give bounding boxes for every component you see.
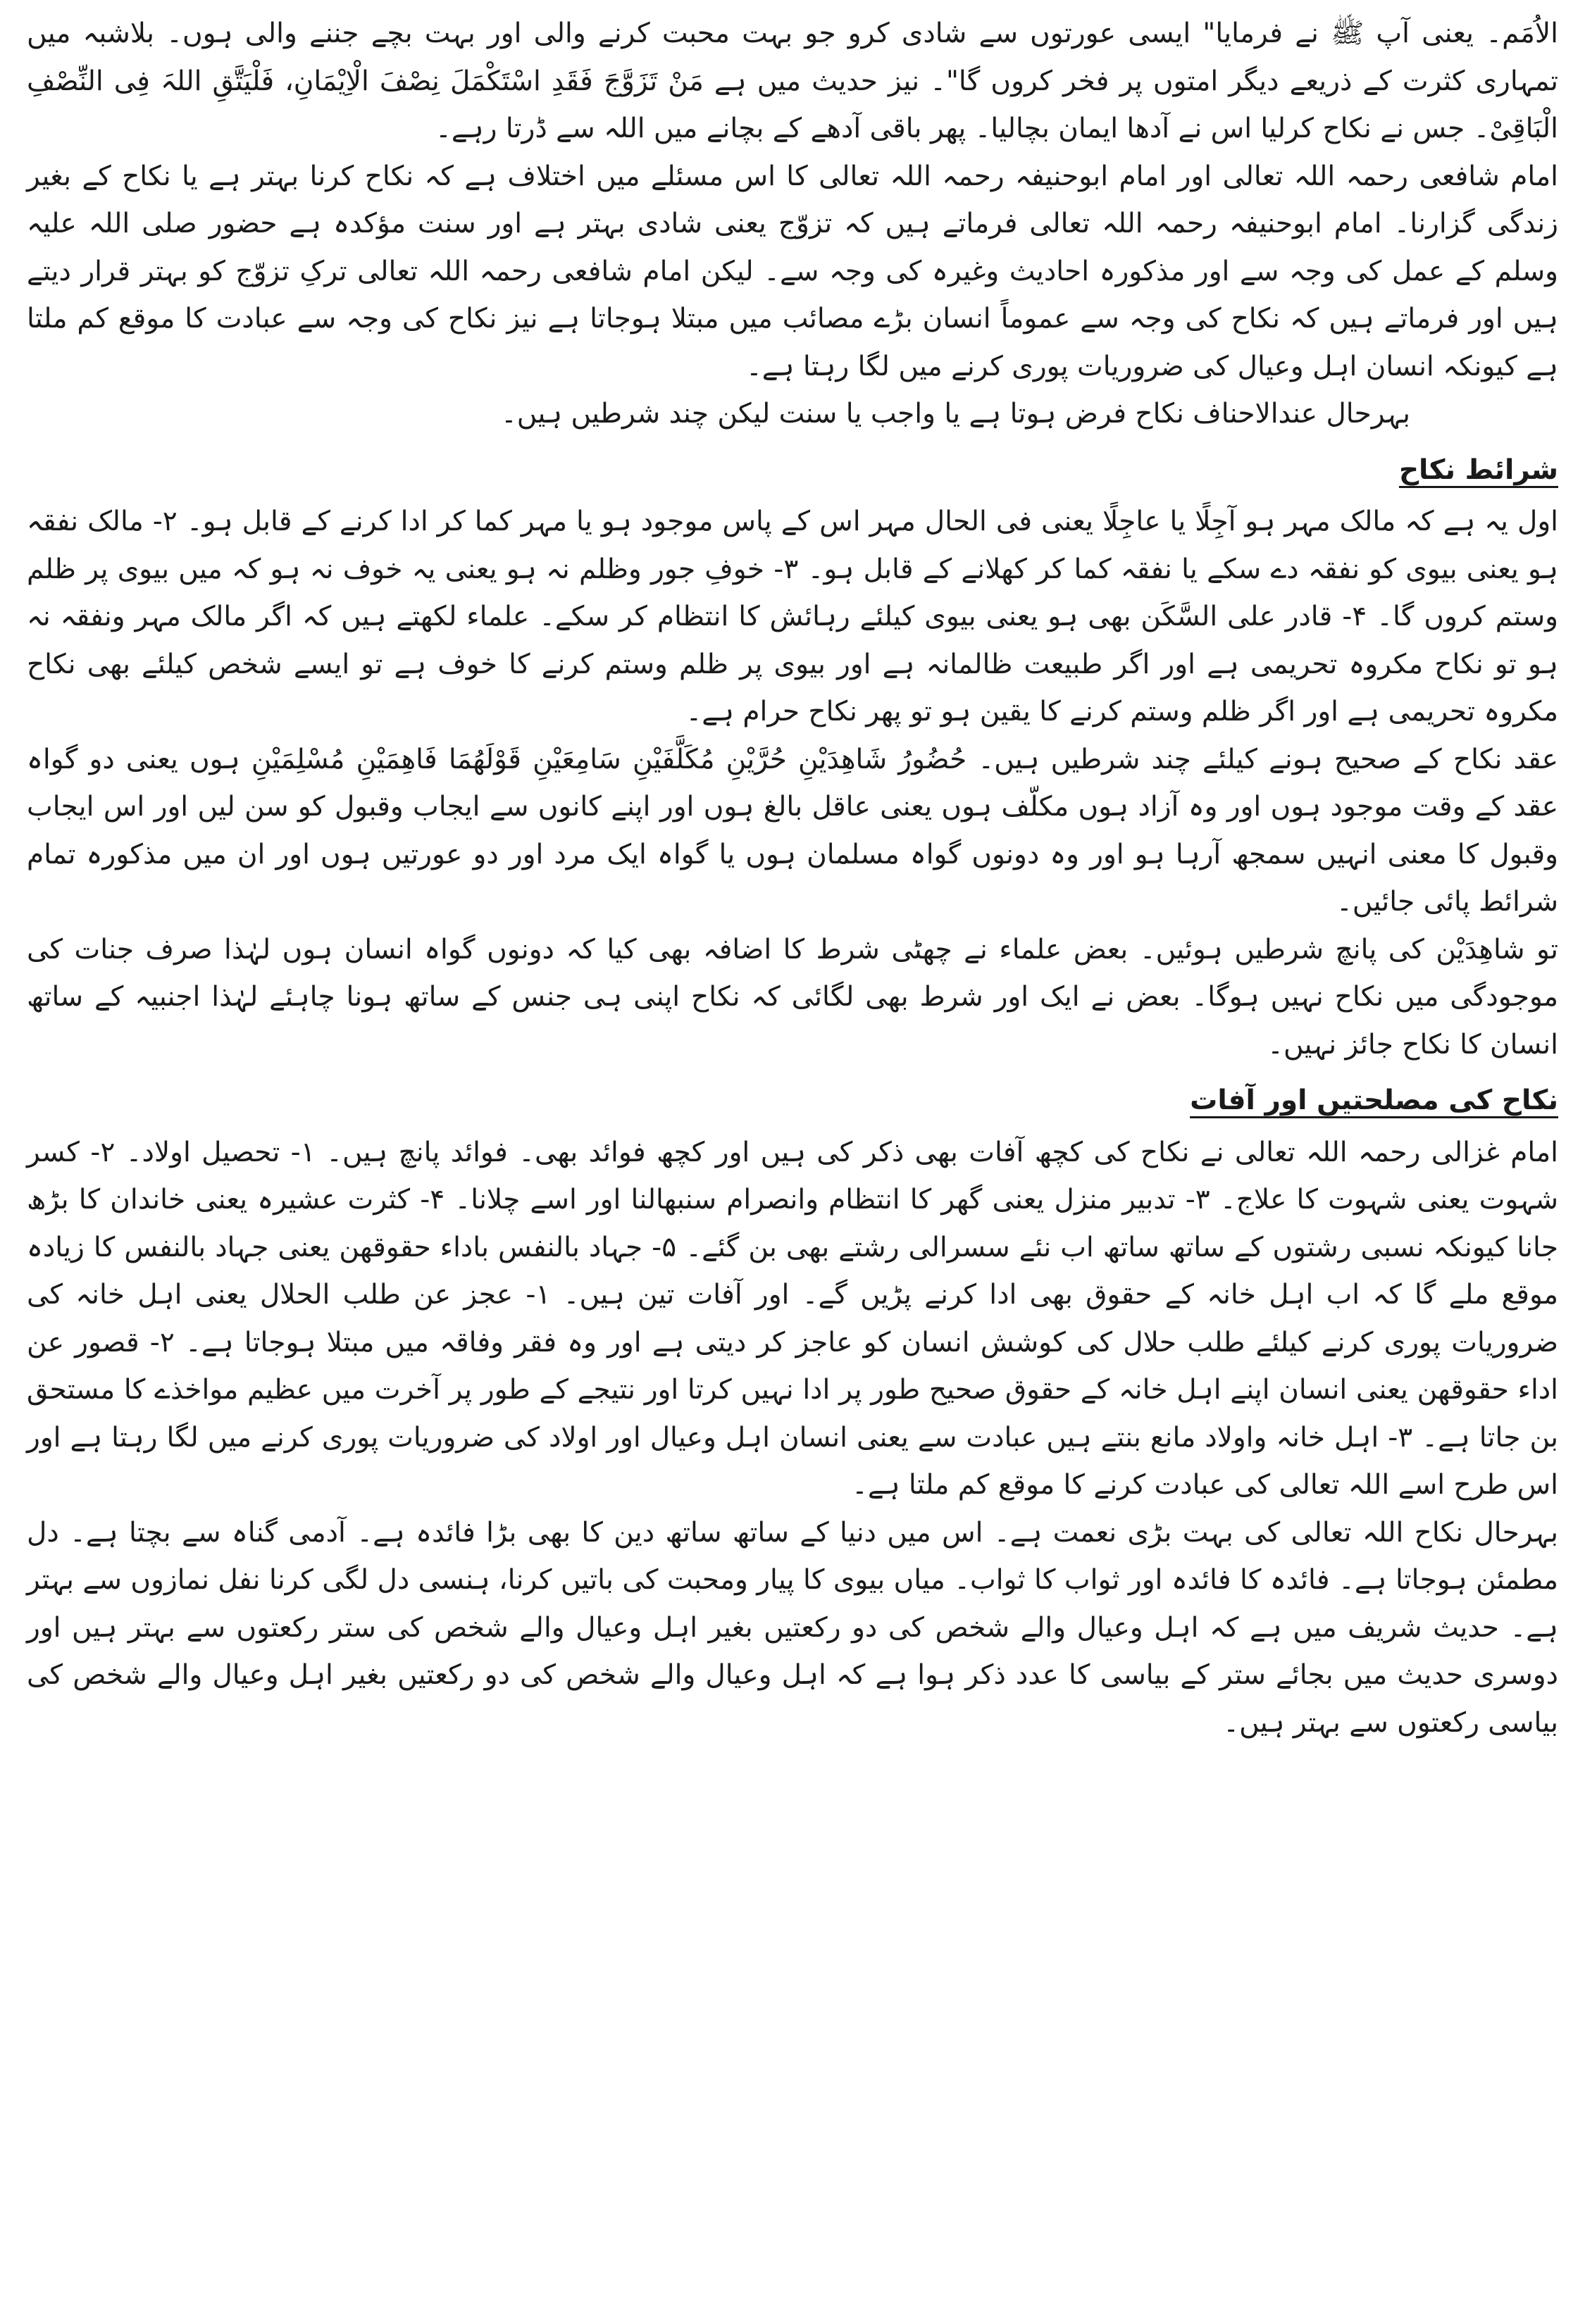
paragraph-hanafi-ruling: بہرحال عندالاحناف نکاح فرض ہوتا ہے یا واجب یا سنت لیکن چند شرطیں ہیں۔	[500, 398, 1410, 430]
section-heading-benefits-harms: نکاح کی مصلحتیں اور آفات	[1190, 1085, 1558, 1116]
paragraph-sixth-condition: تو شاهِدَیْن کی پانچ شرطیں ہوئیں۔ بعض علماء نے چھٹی شرط کا اضافہ بھی کیا کہ دونوں گواہ انسان ہوں لہٰذا صرف جنات کی موجودگی میں نکاح نہیں ہوگا۔ بعض نے ایک اور شرط بھی لگائی کہ نکاح اپنی ہی جنس کے ساتھ ہونا چاہئے لہٰذا اجنبیہ کے ساتھ انسان کا نکاح جائز نہیں۔	[27, 933, 1558, 1061]
paragraph-hadith: الاُمَم۔ یعنی آپ ﷺ نے فرمایا" ایسی عورتوں سے شادی کرو جو بہت محبت کرنے والی اور بہت بچے جننے والی ہوں۔ بلاشبہ میں تمہاری کثرت کے ذریعے دیگر امتوں پر فخر کروں گا"۔ نیز حدیث میں ہے مَنْ تَزَوَّجَ فَقَدِ اسْتَکْمَلَ نِصْفَ الْاِیْمَانِ، فَلْیَتَّقِ اللہَ فِی النِّصْفِ الْبَاقِیْ۔ جس نے نکاح کرلیا اس نے آدھا ایمان بچالیا۔ پھر باقی آدھے کے بچانے میں اللہ سے ڈرتا رہے۔	[27, 18, 1558, 144]
paragraph-witness-conditions: عقد نکاح کے صحیح ہونے کیلئے چند شرطیں ہیں۔ حُضُورُ شَاهِدَیْنِ حُرَّیْنِ مُکَلَّفَیْنِ سَامِعَیْنِ قَوْلَهُمَا فَاهِمَیْنِ مُسْلِمَیْنِ ہوں یعنی دو گواہ عقد کے وقت موجود ہوں اور وہ آزاد ہوں مکلّف ہوں یعنی عاقل بالغ ہوں اور اپنے کانوں سے ایجاب وقبول کو سن لیں اور اس ایجاب وقبول کا معنی انہیں سمجھ آرہا ہو اور وہ دونوں گواہ مسلمان ہوں یا گواہ ایک مرد اور دو عورتیں ہوں اور ان میں مذکورہ تمام شرائط پائی جائیں۔	[27, 743, 1558, 918]
paragraph-conditions: اول یہ ہے کہ مالک مہر ہو آجِلًا یا عاجِلًا یعنی فی الحال مہر اس کے پاس موجود ہو یا مہر کما کر ادا کرنے کے قابل ہو۔ ۲- مالک نفقہ ہو یعنی بیوی کو نفقہ دے سکے یا نفقہ کما کر کھلانے کے قابل ہو۔ ۳- خوفِ جور وظلم نہ ہو یعنی یہ خوف نہ ہو کہ میں بیوی پر ظلم وستم کروں گا۔ ۴- قادر علی السَّکَن بھی ہو یعنی بیوی کیلئے رہائش کا انتظام کر سکے۔ علماء لکھتے ہیں کہ اگر مالک مہر ونفقہ نہ ہو تو نکاح مکروہ تحریمی ہے اور اگر طبیعت ظالمانہ ہے اور بیوی پر ظلم وستم کرنے کا خوف ہے تو ایسے شخص کیلئے بھی نکاح مکروہ تحریمی ہے اور اگر ظلم وستم کرنے کا یقین ہو تو پھر نکاح حرام ہے۔	[27, 506, 1558, 727]
section-heading-conditions: شرائط نکاح	[1398, 454, 1558, 486]
paragraph-conclusion: بہرحال نکاح اللہ تعالی کی بہت بڑی نعمت ہے۔ اس میں دنیا کے ساتھ ساتھ دین کا بھی بڑا فائدہ ہے۔ آدمی گناہ سے بچتا ہے۔ دل مطمئن ہوجاتا ہے۔ فائدہ کا فائدہ اور ثواب کا ثواب۔ میاں بیوی کا پیار ومحبت کی باتیں کرنا، ہنسی دل لگی کرنا نفل نمازوں سے بہتر ہے۔ حدیث شریف میں ہے کہ اہل وعیال والے شخص کی دو رکعتیں بغیر اہل وعیال والے شخص کی ستر رکعتوں سے بہتر ہیں اور دوسری حدیث میں بجائے ستر کے بیاسی کا عدد ذکر ہوا ہے کہ اہل وعیال والے شخص کی دو رکعتیں بغیر اہل وعیال والے شخص کی بیاسی رکعتوں سے بہتر ہیں۔	[27, 1516, 1558, 1739]
paragraph-ghazali: امام غزالی رحمہ اللہ تعالی نے نکاح کی کچھ آفات بھی ذکر کی ہیں اور کچھ فوائد بھی۔ فوائد پانچ ہیں۔ ۱- تحصیل اولاد۔ ۲- کسر شہوت یعنی شہوت کا علاج۔ ۳- تدبیر منزل یعنی گھر کا انتظام وانصرام سنبھالنا اور اسے چلانا۔ ۴- کثرت عشیرہ یعنی خاندان کا بڑھ جانا کیونکہ نسبی رشتوں کے ساتھ ساتھ اب نئے سسرالی رشتے بھی بن گئے۔ ۵- جہاد بالنفس باداء حقوقهن یعنی جہاد بالنفس کا زیادہ موقع ملے گا کہ اب اہل خانہ کے حقوق بھی ادا کرنے پڑیں گے۔ اور آفات تین ہیں۔ ۱- عجز عن طلب الحلال یعنی اہل خانہ کی ضروریات پوری کرنے کیلئے طلب حلال کی کوشش انسان کو عاجز کر دیتی ہے اور وہ فقر وفاقہ میں مبتلا ہوجاتا ہے۔ ۲- قصور عن اداء حقوقهن یعنی انسان اپنے اہل خانہ کے حقوق صحیح طور پر ادا نہیں کرتا اور نتیجے کے طور پر آخرت میں عظیم مواخذے کا مستحق بن جاتا ہے۔ ۳- اہل خانہ واولاد مانع بنتے ہیں عبادت سے یعنی انسان اہل وعیال اور اولاد کی ضروریات پوری کرنے میں لگا رہتا ہے اور اس طرح اسے اللہ تعالی کی عبادت کرنے کا موقع کم ملتا ہے۔	[27, 1136, 1559, 1501]
paragraph-imams-difference: امام شافعی رحمہ اللہ تعالی اور امام ابوحنیفہ رحمہ اللہ تعالی کا اس مسئلے میں اختلاف ہے کہ نکاح کرنا بہتر ہے یا نکاح کے بغیر زندگی گزارنا۔ امام ابوحنیفہ رحمہ اللہ تعالی فرماتے ہیں کہ تزوّج یعنی شادی بہتر ہے اور سنت مؤکدہ ہے حضور صلی اللہ علیہ وسلم کے عمل کی وجہ سے اور مذکورہ احادیث وغیرہ کی وجہ سے۔ لیکن امام شافعی رحمہ اللہ تعالی ترکِ تزوّج کو بہتر قرار دیتے ہیں اور فرماتے ہیں کہ نکاح کی وجہ سے عموماً انسان بڑے مصائب میں مبتلا ہوجاتا ہے نیز نکاح کی وجہ سے عبادت کا موقع کم ملتا ہے کیونکہ انسان اہل وعیال کی ضروریات پوری کرنے میں لگا رہتا ہے۔	[27, 160, 1558, 382]
